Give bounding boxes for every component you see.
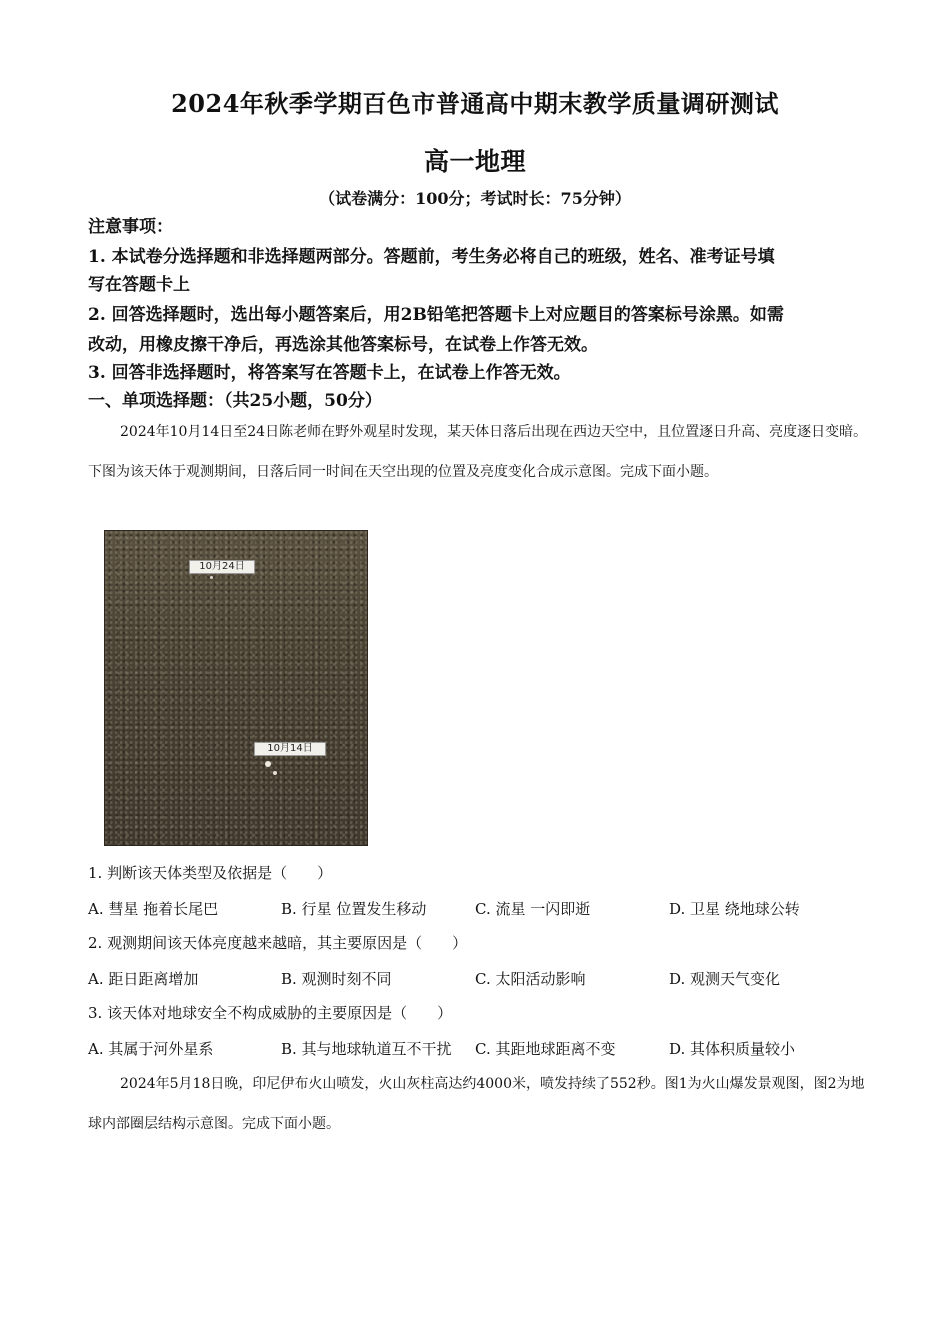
figure-label-oct24: 10月24日 — [189, 560, 255, 574]
celestial-body-dot — [210, 576, 213, 579]
passage-2: 2024年5月18日晚，印尼伊布火山喷发，火山灰柱高达约4000米，喷发持续了552秒。图1为火山爆发景观图，图2为地球内部圈层结构示意图。完成下面小题。 — [88, 1076, 865, 1132]
sky-observation-figure — [104, 530, 368, 846]
option-b: B. 其与地球轨道互不干扰 — [281, 1040, 452, 1058]
question-3: 3. 该天体对地球安全不构成威胁的主要原因是（ ） — [88, 1004, 453, 1022]
question-1: 1. 判断该天体类型及依据是（ ） — [88, 864, 333, 882]
option-a: A. 距日距离增加 — [88, 970, 199, 988]
figure-label-oct14: 10月14日 — [254, 742, 326, 756]
celestial-body-dot — [265, 761, 271, 767]
note-line: 2. 回答选择题时，选出每小题答案后，用2B铅笔把答题卡上对应题目的答案标号涂黑。如需 — [88, 305, 784, 325]
celestial-body-tail — [273, 771, 277, 775]
subject-title: 高一地理 — [423, 147, 526, 176]
option-a: A. 其属于河外星系 — [88, 1040, 214, 1058]
note-line: 3. 回答非选择题时，将答案写在答题卡上，在试卷上作答无效。 — [88, 363, 571, 383]
question-2-options — [88, 968, 888, 990]
passage-1: 2024年10月14日至24日陈老师在野外观星时发现，某天体日落后出现在西边天空中，且位置逐日升高、亮度逐日变暗。下图为该天体于观测期间，日落后同一时间在天空出现的位置及亮度变化合成示意图。完成下面小题。 — [88, 424, 868, 480]
note-line: 1. 本试卷分选择题和非选择题两部分。答题前，考生务必将自己的班级，姓名、准考证号填 — [88, 247, 775, 267]
option-c: C. 太阳活动影响 — [475, 970, 586, 988]
option-b: B. 观测时刻不同 — [281, 970, 392, 988]
section-heading: 一、单项选择题：（共25小题，50分） — [88, 391, 382, 411]
notes-heading: 注意事项： — [88, 217, 173, 237]
question-3-options — [88, 1038, 888, 1060]
question-2: 2. 观测期间该天体亮度越来越暗，其主要原因是（ ） — [88, 934, 468, 952]
exam-title: 2024年秋季学期百色市普通高中期末教学质量调研测试 — [171, 89, 779, 118]
option-a: A. 彗星 拖着长尾巴 — [88, 900, 219, 918]
question-1-options — [88, 898, 888, 920]
option-c: C. 其距地球距离不变 — [475, 1040, 616, 1058]
note-line: 改动，用橡皮擦干净后，再选涂其他答案标号，在试卷上作答无效。 — [88, 335, 598, 355]
exam-info: （试卷满分：100分；考试时长：75分钟） — [319, 189, 631, 208]
option-d: D. 观测天气变化 — [669, 970, 781, 988]
note-line: 写在答题卡上 — [88, 275, 190, 295]
option-d: D. 卫星 绕地球公转 — [669, 900, 800, 918]
option-c: C. 流星 一闪即逝 — [475, 900, 591, 918]
option-b: B. 行星 位置发生移动 — [281, 900, 427, 918]
option-d: D. 其体积质量较小 — [669, 1040, 796, 1058]
